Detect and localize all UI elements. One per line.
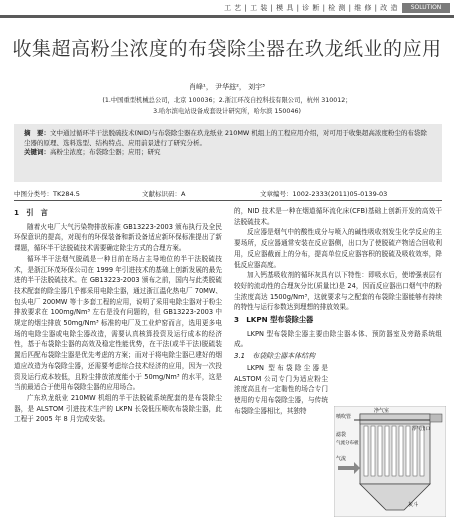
author-line: 肖峰¹， 尹华玆²， 刘宇³ bbox=[189, 83, 265, 91]
paragraph: 反应器是烟气中的酸性成分与喷入的碱性吸收剂发生化学反应的主要场所，反应器通常安装在反应器侧，出口为了使脱硫产物适合回收利用，反应器截面上的分布，提高单位反应器容积的脱硫及吸收效率，降低反应器高度。 bbox=[234, 228, 442, 269]
section-links: 工 艺 | 工 装 | 模 具 | 诊 断 | 检 测 | 维 修 | 改 造 bbox=[224, 4, 398, 12]
section-heading-3: 3 LKPN 型布袋除尘器 bbox=[234, 315, 314, 325]
article-number: 文章编号：1002-2333(2011)05-0139-03 bbox=[260, 190, 388, 198]
article-title: 收集超高粉尘浓度的布袋除尘器在玖龙纸业的应用 bbox=[12, 38, 442, 60]
figure-label: 净气出口 bbox=[412, 427, 430, 432]
clc-number: 中图分类号：TK284.5 bbox=[14, 190, 80, 198]
header-rule bbox=[0, 15, 454, 18]
subsection-heading: 3.1 布袋除尘器本体结构 bbox=[234, 352, 316, 361]
paragraph: 随着火电厂大气污染物排放标准 GB13223-2003 颁布执行及全民环保意识的提高，对现有的环保装备和新设备适应新环保标准提出了新课题，循环半干法脱硫技术需要确定除尘方式的合理方案。 bbox=[14, 222, 222, 253]
keywords-label: 关键词： bbox=[24, 148, 50, 156]
paragraph: LKPN 型布袋除尘器是 ALSTOM 公司专门为适应粉尘浓度高且有一定黏性的场合专门使用的专用布袋除尘器，与传统布袋除尘器相比，其独特 bbox=[234, 363, 328, 415]
affiliation-line-1: (1.中国重型机械总公司，北京 100036；2.浙江环茂自控科技有限公司，杭州 310012； bbox=[102, 97, 352, 104]
keywords-text: 高粉尘浓度；布袋除尘器；应用；研究 bbox=[50, 148, 161, 156]
paragraph: 的，NID 技术是一种在烟道循环流化床(CFB)基础上创新开发的高效干法脱硫技术。 bbox=[234, 207, 442, 226]
paragraph: LKPN 型布袋除尘器主要由除尘器本体、预防器室及旁路系统组成。 bbox=[234, 329, 442, 349]
journal-header bbox=[0, 0, 454, 20]
body-right-column bbox=[234, 206, 442, 416]
abstract-label: 摘 要： bbox=[24, 129, 50, 137]
affiliation-line-2: 3.哈尔滨电站设备成套设计研究所，哈尔滨 150046) bbox=[153, 108, 301, 115]
section-heading-1: 1 引 言 bbox=[14, 208, 48, 217]
paragraph: 加入钙基吸收剂的循环灰具有以下特性：即吸水后，使增强表层有较好的流动性的合理灰分比(质量比)是 24，因而反应器出口烟气中的粉尘浓度高达 1500g/Nm³，这就要求与之配套的布袋除尘器能够有持续的特性与运行参数达到理想的排放效果。 bbox=[234, 271, 442, 312]
figure-label: 气流分布板 bbox=[336, 441, 359, 446]
document-code: 文献标识码：A bbox=[142, 190, 186, 198]
body-left-column bbox=[14, 206, 222, 425]
paragraph: 广东玖龙纸业 210MW 机组的半干法脱硫系统配套的是布袋除尘器，是 ALSTOM 引进技术生产的 LKPN 长袋低压喷吹布袋除尘器，此工程于 2005 年 8 月完成安装。 bbox=[14, 393, 222, 424]
abstract-text: 文中通过循环半干法脱硫技术(NID)与布袋除尘器在玖龙纸业 210MW 机组上的工程应用介绍，对可用于收集超高浓度粉尘的布袋除尘器的原理、选料选型、结构特点、应用前景进行了研究分析。 bbox=[24, 129, 427, 147]
bag-filter-diagram bbox=[334, 406, 446, 517]
figure-label: 滤袋 bbox=[336, 432, 347, 438]
paragraph: 循环半干法烟气脱硫是一种目前在场占主导地位的半干法脱硫技术，是浙江环茂环保公司在 1999 年引进技术的基础上创新发展的最先进的半干法脱硫技术。在 GB13223-2003 颁布之前，国内与此类脱硫技术配套的除尘器几乎都采用电除尘器，通过浙江温化热电厂 70MW、包头电厂 200MW 等十多套工程的应用，说明了采用电除尘器对于粉尘排放要求在 100mg/Nm³ 左右是没有问题的，但 GB13223-2003 中规定的烟尘排放 50mg/Nm³ 标准的电厂及工业炉窑而言，选用更多电场的电除尘器或电除尘器改造，需要认真核算投资及运行成本的经济性，基于布袋除尘器的高效及稳定性能优势，在干法(或半干法)脱硫装置后匹配布袋除尘器是优先考虑的方案；而对于将电除尘器已建好的烟道应改造为布袋除尘器，还需要考虑综合技术经济的应用，因为一次投资及运行成本较低，且粉尘排放浓度能小于 50mg/Nm³ 的水平，这是当前最适合于使用布袋除尘器的应用场合。 bbox=[14, 254, 222, 392]
figure-label: 气流 bbox=[336, 456, 347, 462]
figure-label: 灰斗 bbox=[408, 502, 419, 508]
abstract-box bbox=[14, 124, 442, 182]
divider bbox=[14, 200, 442, 201]
section-badge: SOLUTION bbox=[402, 3, 450, 13]
figure-label: 喷吹管 bbox=[336, 414, 352, 420]
figure-label: 净气室 bbox=[374, 408, 390, 414]
